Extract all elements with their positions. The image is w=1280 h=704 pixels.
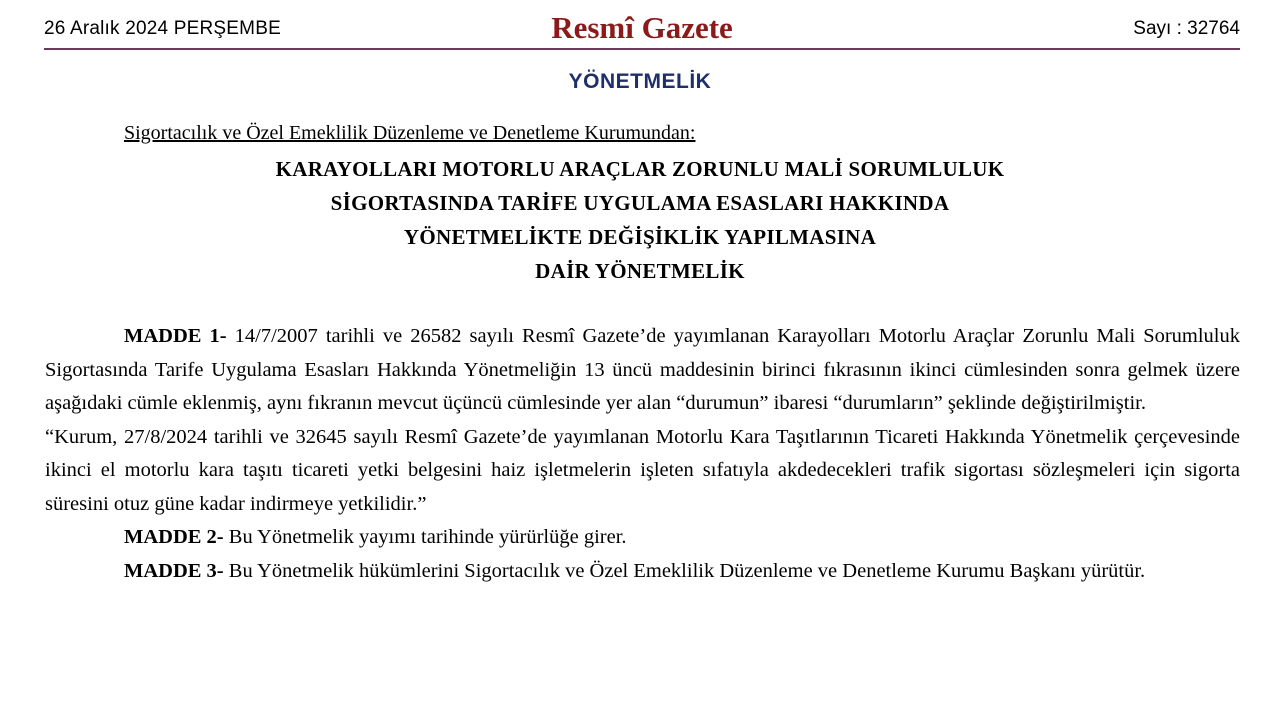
article-label: MADDE 1- <box>124 325 227 347</box>
article-label: MADDE 2- <box>124 526 224 548</box>
gazette-masthead: Resmî Gazete <box>551 10 733 45</box>
article-text: Bu Yönetmelik yayımı tarihinde yürürlüğe girer. <box>223 526 627 548</box>
issuing-institution: Sigortacılık ve Özel Emeklilik Düzenleme ve Denetleme Kurumundan: <box>124 122 696 144</box>
article-text: Bu Yönetmelik hükümlerini Sigortacılık ve Özel Emeklilik Düzenleme ve Denetleme Kurumu Başkanı yürütür. <box>223 559 1146 582</box>
article-label: MADDE 3- <box>124 559 224 582</box>
article-1 <box>45 320 1240 421</box>
regulation-title-line: YÖNETMELİKTE DEĞİŞİKLİK YAPILMASINA <box>403 225 877 249</box>
issue-date: 26 Aralık 2024 PERŞEMBE <box>44 18 281 39</box>
regulation-title-line: DAİR YÖNETMELİK <box>535 259 745 283</box>
issue-number: Sayı : 32764 <box>1133 18 1240 39</box>
article-2 <box>45 521 1240 555</box>
article-3 <box>45 555 1240 589</box>
regulation-title-line: SİGORTASINDA TARİFE UYGULAMA ESASLARI HAKKINDA <box>330 191 950 215</box>
section-title: YÖNETMELİK <box>568 70 712 93</box>
article-text: 14/7/2007 tarihli ve 26582 sayılı Resmî Gazete’de yayımlanan Karayolları Motorlu Araçlar Zorunlu Mali Sorumluluk Sigortasında Tarife Uygulama Esasları Hakkında Yönetmeliğin 13 üncü maddesinin birinci fıkrasının ikinci cümlesinden sonra gelmek üzere aşağıdaki cümle eklenmiş, aynı fıkranın mevcut üçüncü cümlesinde yer alan “durumun” ibaresi “durumların” şeklinde değiştirilmiştir. <box>45 325 1241 414</box>
regulation-body <box>45 320 1240 588</box>
gazette-header <box>44 8 1240 50</box>
added-sentence-quote: “Kurum, 27/8/2024 tarihli ve 32645 sayılı Resmî Gazete’de yayımlanan Motorlu Kara Taşıtlarının Ticareti Hakkında Yönetmelik çerçevesinde ikinci el motorlu kara taşıtı ticareti yetki belgesini haiz işletmelerin işleten sıfatıyla akdedecekleri trafik sigortası sözleşmeleri için sigorta süresini otuz güne kadar indirmeye yetkilidir.” <box>45 425 1240 515</box>
regulation-title <box>0 152 1280 288</box>
regulation-title-line: KARAYOLLARI MOTORLU ARAÇLAR ZORUNLU MALİ SORUMLULUK <box>275 157 1005 181</box>
